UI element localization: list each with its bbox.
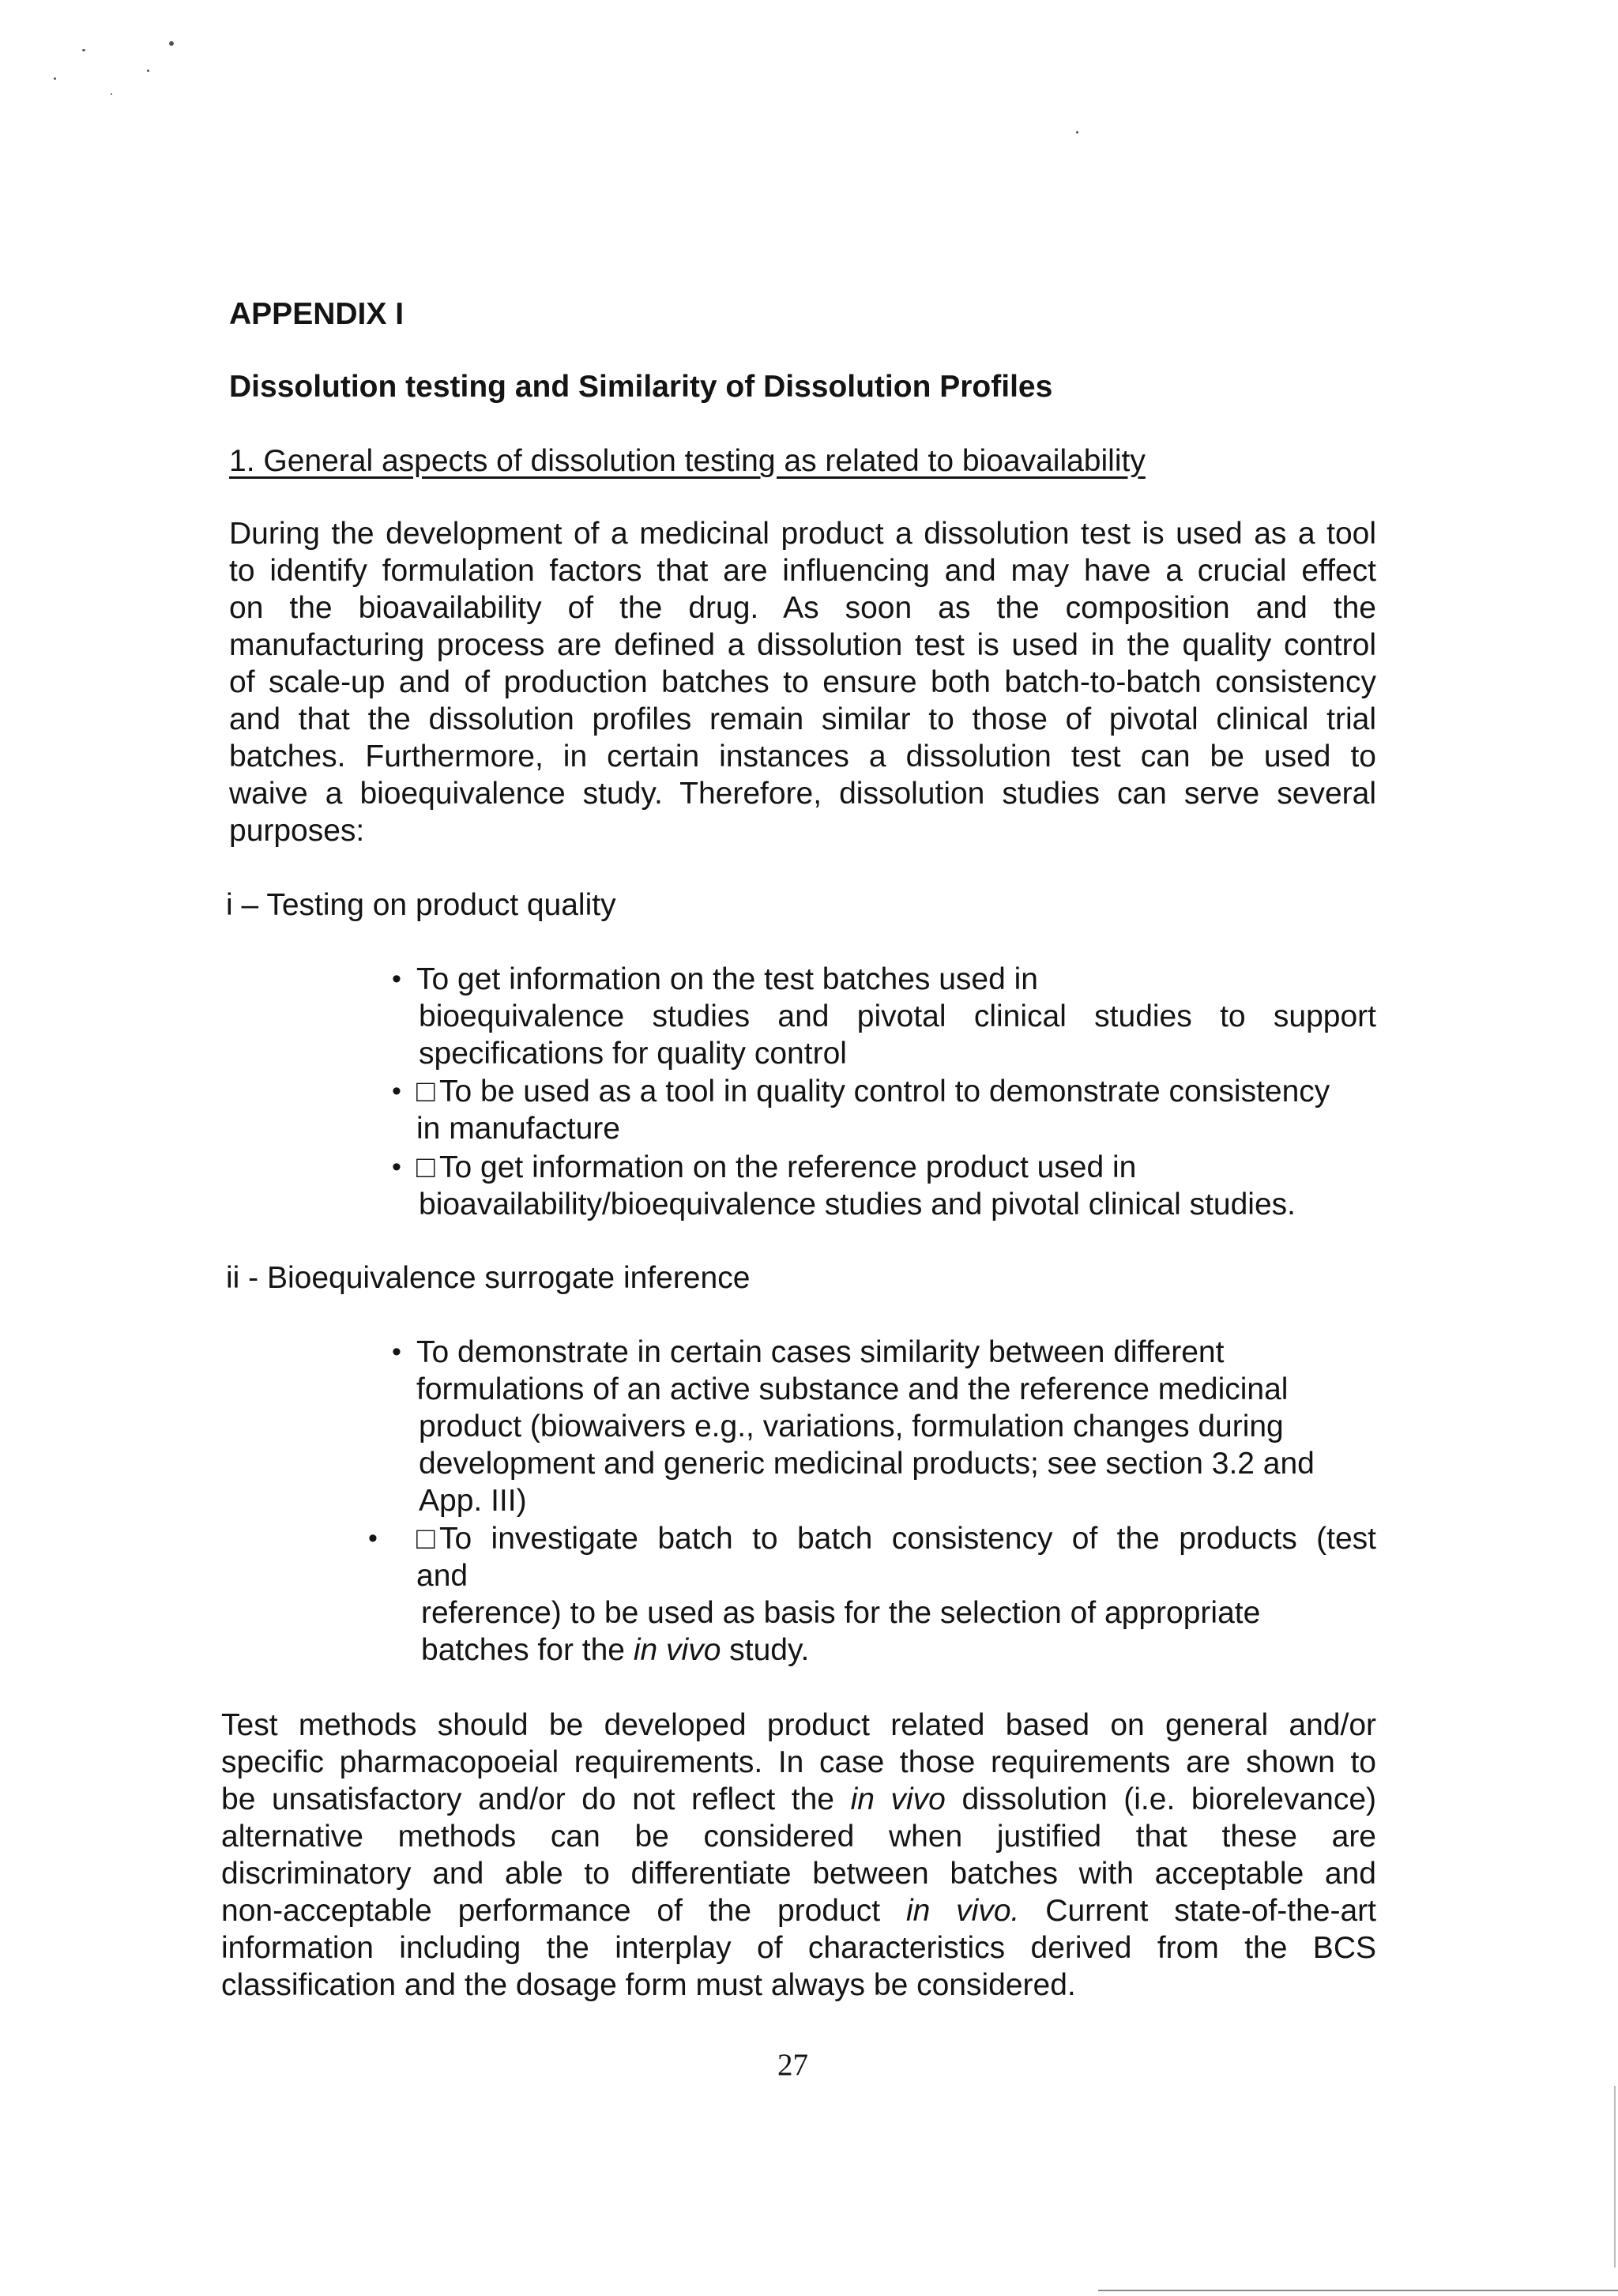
scan-speck xyxy=(1076,131,1078,134)
paragraph-line: and that the dissolution profiles remain similar to those of pivotal clinical trial xyxy=(229,702,1376,736)
list-item-line: To demonstrate in certain cases similarity between different xyxy=(416,1335,1225,1369)
bullet-icon: • xyxy=(368,1523,378,1553)
paragraph-line: discriminatory and able to differentiate between batches with acceptable and xyxy=(221,1857,1376,1891)
box-glyph-icon: □ xyxy=(416,1075,435,1108)
bullet-icon: • xyxy=(392,1337,401,1367)
list-item-line: To investigate batch to batch consistency of the products (test xyxy=(439,1522,1376,1556)
text-run: batches for the xyxy=(421,1633,625,1667)
paragraph-line: purposes: xyxy=(229,814,365,848)
bullet-icon: • xyxy=(392,1076,401,1106)
text-run: non-acceptable performance of the product xyxy=(221,1894,881,1928)
text-run: dissolution (i.e. biorelevance) xyxy=(961,1782,1376,1816)
paragraph-line: waive a bioequivalence study. Therefore, dissolution studies can serve several xyxy=(229,777,1376,811)
paragraph-line: manufacturing process are defined a dissolution test is used in the quality control xyxy=(229,628,1376,662)
scan-speck xyxy=(82,49,85,51)
bullet-icon: • xyxy=(392,1152,401,1182)
box-glyph-icon: □ xyxy=(416,1522,435,1556)
list-item-line: reference) to be used as basis for the selection of appropriate xyxy=(421,1596,1261,1630)
text-run: Current state-of-the-art xyxy=(1045,1894,1376,1928)
paragraph-line: specific pharmacopoeial requirements. In case those requirements are shown to xyxy=(221,1745,1376,1779)
scan-speck xyxy=(111,93,112,95)
purpose-ii-label: ii - Bioequivalence surrogate inference xyxy=(226,1261,751,1295)
list-item-line: formulations of an active substance and the reference medicinal xyxy=(416,1372,1289,1406)
list-item-line: product (biowaivers e.g., variations, formulation changes during xyxy=(419,1410,1284,1443)
text-run: study. xyxy=(729,1633,810,1667)
paragraph-line: During the development of a medicinal product a dissolution test is used as a tool xyxy=(229,517,1376,551)
list-item-line: specifications for quality control xyxy=(419,1037,847,1071)
italic-text-run: in vivo xyxy=(633,1633,721,1667)
italic-text-run: in vivo xyxy=(850,1782,946,1816)
paragraph-line: alternative methods can be considered when justified that these are xyxy=(221,1820,1376,1854)
list-item-line: in manufacture xyxy=(416,1112,620,1146)
list-item-line: To get information on the test batches used in xyxy=(416,962,1038,996)
italic-text-run: in vivo. xyxy=(905,1894,1020,1928)
scan-speck xyxy=(54,77,56,80)
paragraph-line: classification and the dosage form must always be considered. xyxy=(221,1968,1076,2002)
bullet-icon: • xyxy=(392,964,401,994)
page-number: 27 xyxy=(777,2048,808,2082)
purpose-i-label: i – Testing on product quality xyxy=(226,888,616,922)
paragraph-line: Test methods should be developed product related based on general and/or xyxy=(221,1708,1376,1742)
section-heading: 1. General aspects of dissolution testing as related to bioavailability xyxy=(229,444,1146,478)
paragraph-line: on the bioavailability of the drug. As soon as the composition and the xyxy=(229,591,1376,625)
paragraph-line xyxy=(221,1781,1376,1818)
appendix-heading: APPENDIX I xyxy=(229,297,404,331)
paragraph-line: batches. Furthermore, in certain instances a dissolution test can be used to xyxy=(229,740,1376,773)
paragraph-line: of scale-up and of production batches to ensure both batch-to-batch consistency xyxy=(229,665,1376,699)
scan-speck xyxy=(169,41,174,46)
list-item-line: App. III) xyxy=(419,1484,527,1518)
paragraph-line: to identify formulation factors that are influencing and may have a crucial effect xyxy=(229,554,1376,588)
list-item-line: To be used as a tool in quality control to demonstrate consistency xyxy=(439,1075,1330,1108)
paragraph-line: information including the interplay of characteristics derived from the BCS xyxy=(221,1931,1376,1965)
list-item-line: development and generic medicinal products; see section 3.2 and xyxy=(419,1447,1315,1481)
list-item-line: bioavailability/bioequivalence studies and pivotal clinical studies. xyxy=(419,1188,1296,1221)
list-item-line: To get information on the reference product used in xyxy=(439,1150,1137,1184)
document-title: Dissolution testing and Similarity of Dissolution Profiles xyxy=(229,370,1053,404)
box-glyph-icon: □ xyxy=(416,1150,435,1184)
text-run: be unsatisfactory and/or do not reflect the xyxy=(221,1782,834,1816)
scan-edge-line xyxy=(1614,2086,1616,2268)
list-item-line: bioequivalence studies and pivotal clinical studies to support xyxy=(419,999,1376,1033)
scan-speck xyxy=(147,70,149,72)
scan-bottom-line xyxy=(1098,2290,1618,2291)
paragraph-line xyxy=(221,1892,1376,1929)
list-item-line: and xyxy=(416,1559,468,1593)
list-item-line xyxy=(421,1632,809,1669)
